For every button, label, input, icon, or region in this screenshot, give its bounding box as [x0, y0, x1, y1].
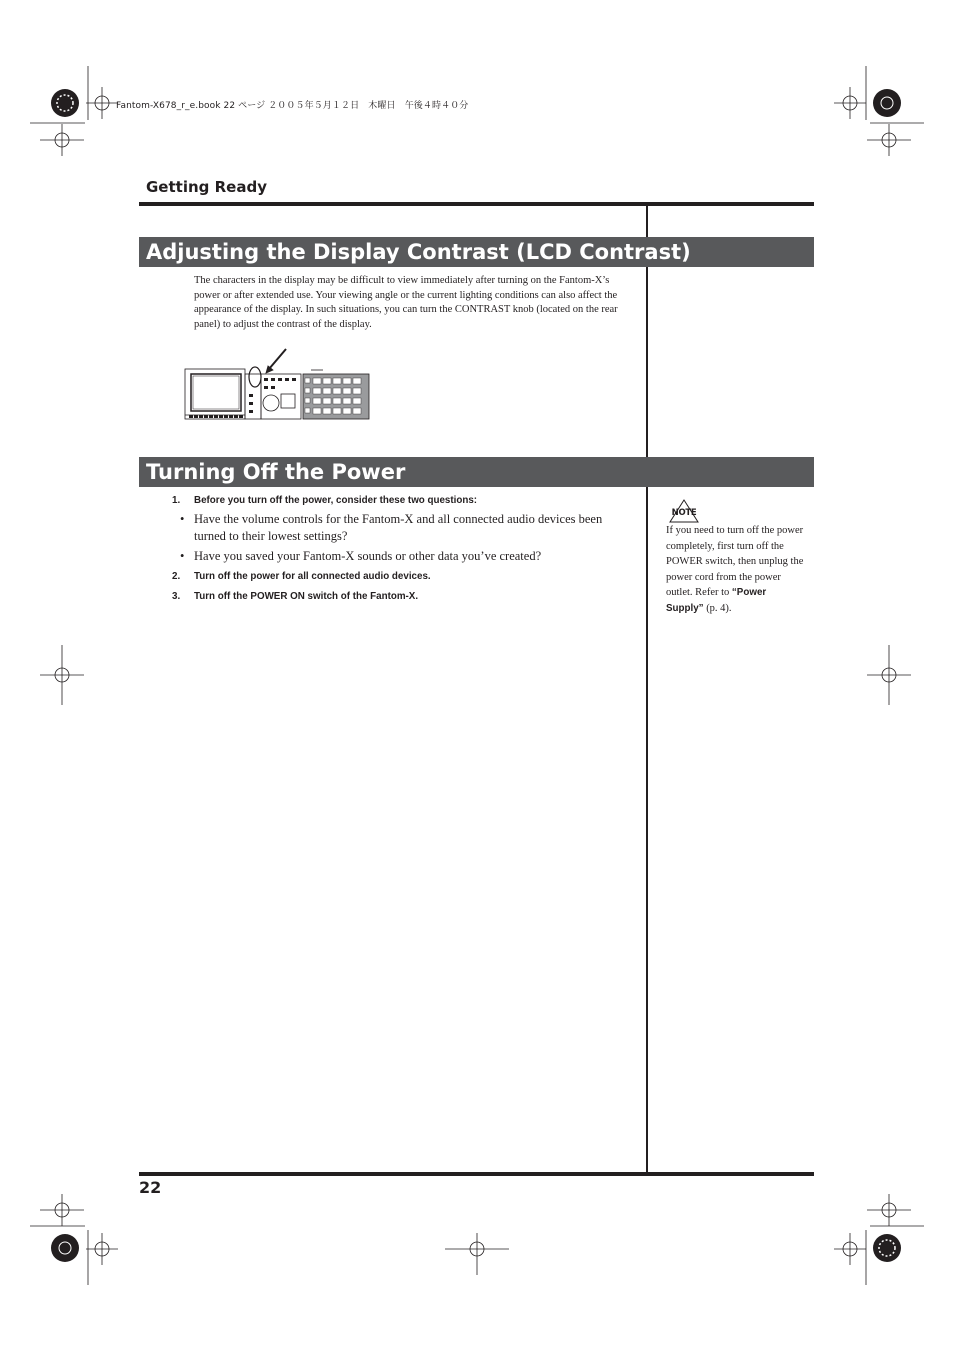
- contrast-paragraph: The characters in the display may be difficult to view immediately after turning on the Fantom-X’s power or after extended use. Your viewing angle or the current lighting conditions can also affect the appearance of the display. In such situations, you can turn the CONTRAST knob (located on the rear panel) to adjust the contrast of the display.: [194, 275, 618, 330]
- heading-power-off: Turning Off the Power: [139, 457, 814, 487]
- top-rule: [139, 202, 814, 206]
- step-text: Before you turn off the power, consider these two questions:: [194, 495, 478, 506]
- bullet-text: Have you saved your Fantom-X sounds or other data you’ve created?: [194, 549, 542, 563]
- step-2: [172, 571, 431, 582]
- step-3: [172, 591, 418, 602]
- heading-lcd-contrast: Adjusting the Display Contrast (LCD Contrast): [139, 237, 814, 267]
- print-header: Fantom-X678_r_e.book 22 ページ ２００５年５月１２日 木曜日 午後４時４０分: [116, 101, 469, 111]
- bullet-item: • Have you saved your Fantom-X sounds or other data you’ve created?: [180, 549, 542, 563]
- section-label: Getting Ready: [146, 178, 267, 196]
- note-text: If you need to turn off the power completely, first turn off the POWER switch, then unplug the power cord from the power outlet. Refer to “Power Supply” (p. 4).: [666, 525, 804, 614]
- power-supply-reference[interactable]: “Power Supply”: [666, 587, 767, 614]
- step-number: 2.: [172, 571, 181, 582]
- step-number: 1.: [172, 495, 181, 506]
- column-divider: [646, 206, 648, 1173]
- panel-illustration: [183, 344, 371, 424]
- bullet-item: • Have the volume controls for the Fantom-X and all connected audio devices been turned to their lowest settings?: [180, 512, 603, 543]
- note-label: NOTE: [671, 508, 697, 518]
- step-text: Turn off the power for all connected audio devices.: [194, 571, 431, 582]
- page-number: 22: [139, 1178, 162, 1197]
- bullet-text: Have the volume controls for the Fantom-X and all connected audio devices been turned to their lowest settings?: [194, 512, 603, 543]
- step-number: 3.: [172, 591, 181, 602]
- step-text: Turn off the POWER ON switch of the Fantom-X.: [194, 591, 419, 602]
- note-icon: [669, 499, 699, 523]
- step-1: [172, 495, 477, 506]
- bottom-rule: [139, 1172, 814, 1176]
